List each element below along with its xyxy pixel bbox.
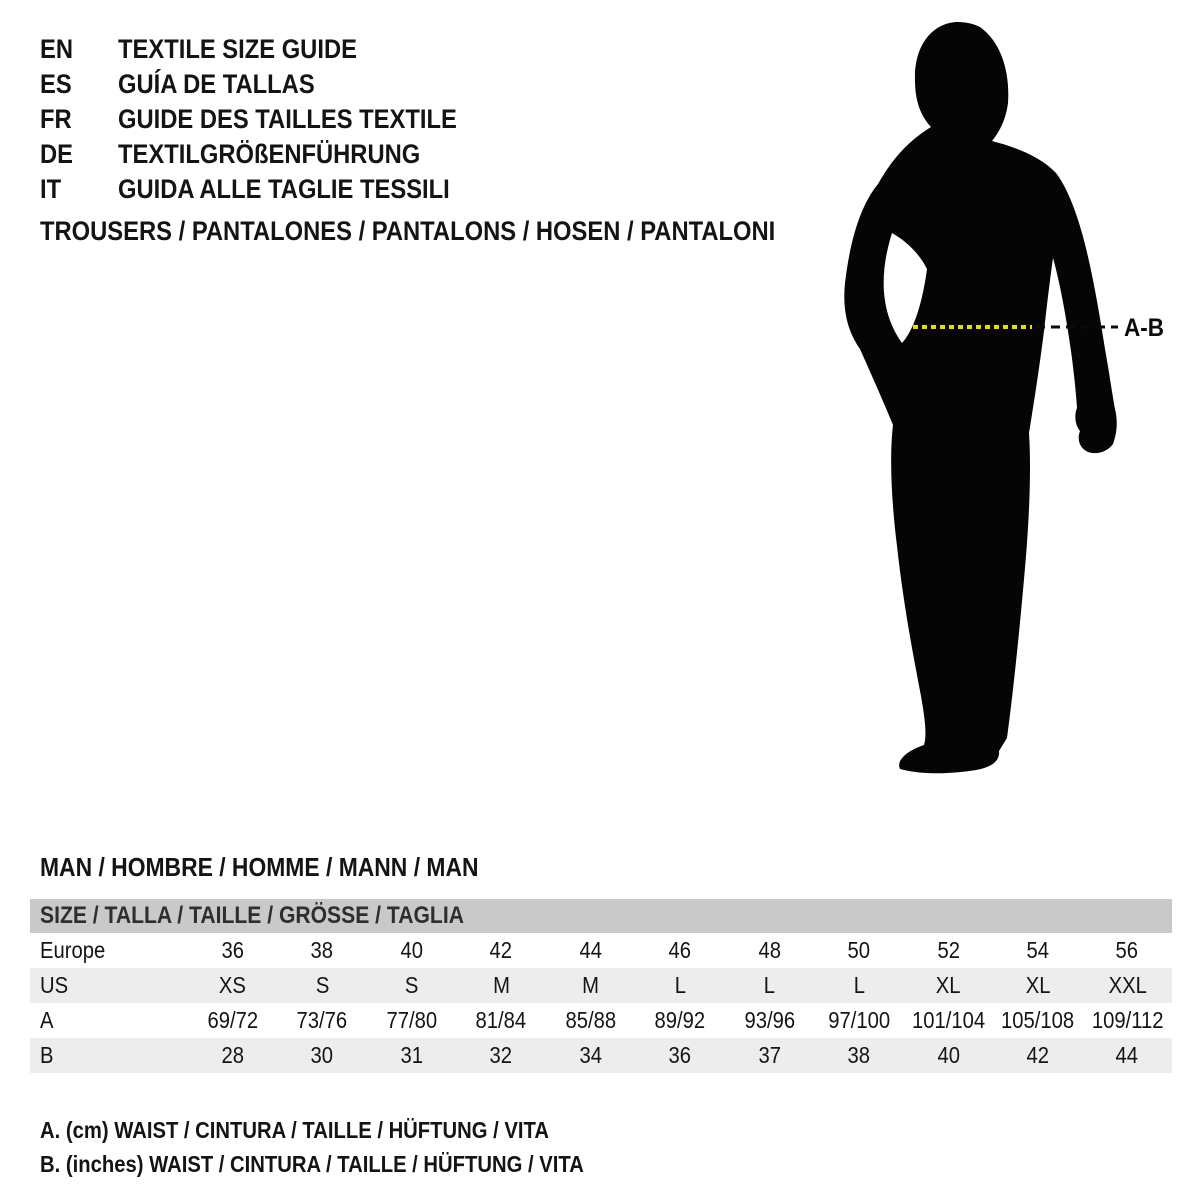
table-cell: 36 bbox=[668, 1042, 692, 1068]
row-label: B bbox=[40, 1042, 54, 1068]
table-cell: M bbox=[582, 972, 599, 998]
table-row-b-inches bbox=[30, 1038, 1172, 1073]
table-cell: XL bbox=[1025, 972, 1051, 998]
table-cell: S bbox=[315, 972, 329, 998]
language-row-fr bbox=[40, 102, 503, 137]
language-code: ES bbox=[40, 69, 72, 99]
table-row-us bbox=[30, 968, 1172, 1003]
table-cell: 31 bbox=[400, 1042, 423, 1068]
table-cell: 42 bbox=[489, 937, 513, 963]
row-label: A bbox=[40, 1007, 54, 1033]
table-cell: 85/88 bbox=[565, 1007, 616, 1033]
language-label: GUIDA ALLE TAGLIE TESSILI bbox=[118, 174, 450, 204]
language-label: GUIDE DES TAILLES TEXTILE bbox=[118, 104, 457, 134]
waist-measure-label: A-B bbox=[1124, 313, 1164, 343]
table-cell: L bbox=[674, 972, 686, 998]
table-cell: 52 bbox=[937, 937, 960, 963]
note-a: A. (cm) WAIST / CINTURA / TAILLE / HÜFTUNG / VITA bbox=[40, 1117, 549, 1143]
table-cell: 44 bbox=[1115, 1042, 1139, 1068]
table-cell: 32 bbox=[489, 1042, 513, 1068]
measurement-notes bbox=[40, 1113, 658, 1181]
category-title: TROUSERS / PANTALONES / PANTALONS / HOSEN / PANTALONI bbox=[40, 216, 776, 246]
table-cell: 38 bbox=[847, 1042, 871, 1068]
man-silhouette-svg bbox=[810, 8, 1190, 798]
language-code: DE bbox=[40, 139, 74, 169]
table-cell: 89/92 bbox=[654, 1007, 706, 1033]
language-row-it bbox=[40, 172, 503, 207]
language-code: FR bbox=[40, 104, 72, 134]
table-cell: 34 bbox=[579, 1042, 602, 1068]
table-cell: 42 bbox=[1026, 1042, 1050, 1068]
table-cell: 44 bbox=[579, 937, 602, 963]
note-b: B. (inches) WAIST / CINTURA / TAILLE / HÜFTUNG / VITA bbox=[40, 1151, 584, 1177]
language-row-de bbox=[40, 137, 503, 172]
table-cell: 105/108 bbox=[1001, 1007, 1075, 1033]
table-cell: 77/80 bbox=[386, 1007, 437, 1033]
table-cell: 56 bbox=[1115, 937, 1139, 963]
language-label: GUÍA DE TALLAS bbox=[118, 69, 315, 99]
table-cell: S bbox=[404, 972, 419, 998]
table-cell: 37 bbox=[758, 1042, 781, 1068]
table-row-europe bbox=[30, 933, 1172, 968]
language-code: IT bbox=[40, 174, 62, 204]
gender-title: MAN / HOMBRE / HOMME / MANN / MAN bbox=[40, 852, 479, 882]
size-table bbox=[30, 899, 1172, 1073]
size-table-header: SIZE / TALLA / TAILLE / GRÖSSE / TAGLIA bbox=[30, 899, 1172, 933]
table-cell: 97/100 bbox=[827, 1007, 890, 1033]
table-cell: 109/112 bbox=[1091, 1007, 1164, 1033]
table-cell: L bbox=[853, 972, 865, 998]
table-cell: M bbox=[492, 972, 510, 998]
table-cell: L bbox=[763, 972, 776, 998]
table-row-a-cm bbox=[30, 1003, 1172, 1038]
table-cell: 30 bbox=[310, 1042, 334, 1068]
language-row-en bbox=[40, 32, 503, 67]
table-cell: 36 bbox=[221, 937, 244, 963]
table-cell: 46 bbox=[668, 937, 692, 963]
man-silhouette bbox=[844, 22, 1116, 773]
row-label: Europe bbox=[40, 937, 106, 963]
table-cell: 28 bbox=[221, 1042, 244, 1068]
language-label: TEXTILGRÖßENFÜHRUNG bbox=[118, 139, 421, 169]
table-cell: 40 bbox=[400, 937, 423, 963]
row-label: US bbox=[40, 972, 69, 998]
language-code: EN bbox=[40, 34, 74, 64]
table-cell: XL bbox=[935, 972, 961, 998]
language-row-es bbox=[40, 67, 503, 102]
language-list bbox=[40, 32, 503, 207]
table-cell: 54 bbox=[1026, 937, 1050, 963]
table-cell: XXL bbox=[1108, 972, 1147, 998]
table-cell: 93/96 bbox=[744, 1007, 795, 1033]
table-cell: 50 bbox=[847, 937, 871, 963]
table-cell: 73/76 bbox=[296, 1007, 348, 1033]
table-cell: 101/104 bbox=[911, 1007, 985, 1033]
table-cell: XS bbox=[219, 972, 247, 998]
table-cell: 40 bbox=[937, 1042, 960, 1068]
table-cell: 38 bbox=[310, 937, 334, 963]
language-label: TEXTILE SIZE GUIDE bbox=[118, 34, 357, 64]
table-cell: 81/84 bbox=[475, 1007, 527, 1033]
table-cell: 69/72 bbox=[207, 1007, 259, 1033]
table-cell: 48 bbox=[758, 937, 781, 963]
size-figure bbox=[810, 8, 1190, 798]
